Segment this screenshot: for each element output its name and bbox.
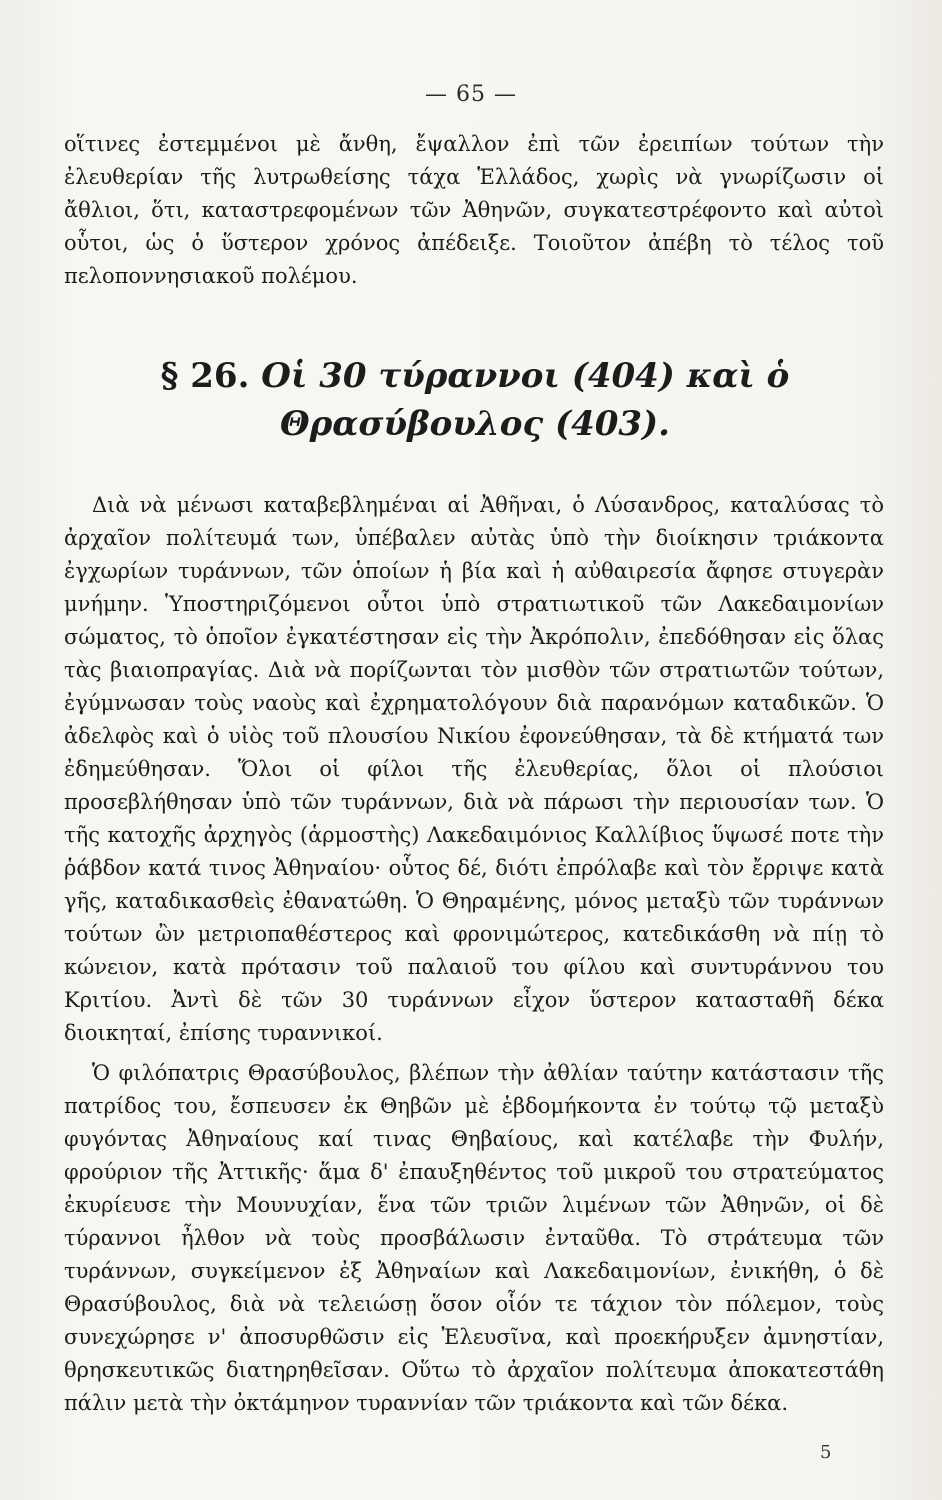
paragraph-thrasybulus: Ὁ φιλόπατρις Θρασύβουλος, βλέπων τὴν ἀθλίαν ταύτην κατάστασιν τῆς πατρίδος του, ἔσπευσεν ἐκ Θηβῶν μὲ ἑβδομήκοντα ἐν τούτῳ τῷ μεταξὺ φυγόντας Ἀθηναίους καί τινας Θηβαίους, καὶ κατέλαβε τὴν Φυλήν, φρούριον τῆς Ἀττικῆς· ἅμα δ' ἐπαυξηθέντος τοῦ μικροῦ του στρατεύματος ἐκυρίευσε τὴν Μουνυχίαν, ἕνα τῶν τριῶν λιμένων τῶν Ἀθηνῶν, οἱ δὲ τύραννοι ἦλθον νὰ τοὺς προσβάλωσιν ἐνταῦθα. Τὸ στράτευμα τῶν τυράννων, συγκείμενον ἐξ Ἀθηναίων καὶ Λακεδαιμονίων, ἐνικήθη, ὁ δὲ Θρασύβουλος, διὰ νὰ τελειώσῃ ὅσον οἷόν τε τάχιον τὸν πόλεμον, τοὺς συνεχώρησε ν' ἀποσυρθῶσιν εἰς Ἐλευσῖνα, καὶ προεκήρυξεν ἀμνηστίαν, θρησκευτικῶς διατηρηθεῖσαν. Οὕτω τὸ ἀρχαῖον πολίτευμα ἀποκατεστάθη πάλιν μετὰ τὴν ὀκτάμηνον τυραννίαν τῶν τριάκοντα καὶ τῶν δέκα. — [64, 1061, 884, 1415]
page-number: — 65 — — [425, 82, 517, 107]
signature-mark: 5 — [820, 1442, 832, 1463]
paragraph-continuation: οἵτινες ἐστεμμένοι μὲ ἄνθη, ἔψαλλον ἐπὶ τῶν ἐρειπίων τούτων τὴν ἐλευθερίαν τῆς λυτρωθείσης τάχα Ἑλλάδος, χωρὶς νὰ γνωρίζωσιν οἱ ἄθλιοι, ὅτι, καταστρεφομένων τῶν Ἀθηνῶν, συγκατεστρέφοντο καὶ αὐτοὶ οὗτοι, ὡς ὁ ὕστερον χρόνος ἀπέδειξε. Τοιοῦτον ἀπέβη τὸ τέλος τοῦ πελοποννησιακοῦ πολέμου. — [64, 132, 884, 288]
section-title: Οἱ 30 τύραννοι (404) καὶ ὁ Θρασύβουλος (403). — [261, 356, 790, 444]
section-heading — [60, 352, 890, 448]
paragraph-thirty-tyrants: Διὰ νὰ μένωσι καταβεβλημέναι αἱ Ἀθῆναι, ὁ Λύσανδρος, καταλύσας τὸ ἀρχαῖον πολίτευμά των, ὑπέβαλεν αὐτὰς ὑπὸ τὴν διοίκησιν τριάκοντα ἐγχωρίων τυράννων, τῶν ὁποίων ἡ βία καὶ ἡ αὐθαιρεσία ἄφησε στυγερὰν μνήμην. Ὑποστηριζόμενοι οὗτοι ὑπὸ στρατιωτικοῦ τῶν Λακεδαιμονίων σώματος, τὸ ὁποῖον ἐγκατέστησαν εἰς τὴν Ἀκρόπολιν, ἐπεδόθησαν εἰς ὅλας τὰς βιαιοπραγίας. Διὰ νὰ πορίζωνται τὸν μισθὸν τῶν στρατιωτῶν τούτων, ἐγύμνωσαν τοὺς ναοὺς καὶ ἐχρηματολόγουν διὰ παρανόμων καταδικῶν. Ὁ ἀδελφὸς καὶ ὁ υἱὸς τοῦ πλουσίου Νικίου ἐφονεύθησαν, τὰ δὲ κτήματά των ἐδημεύθησαν. Ὅλοι οἱ φίλοι τῆς ἐλευθερίας, ὅλοι οἱ πλούσιοι προσεβλήθησαν ὑπὸ τῶν τυράννων, διὰ νὰ πάρωσι τὴν περιουσίαν των. Ὁ τῆς κατοχῆς ἀρχηγὸς (ἁρμοστὴς) Λακεδαιμόνιος Καλλίβιος ὕψωσέ ποτε τὴν ῥάβδον κατά τινος Ἀθηναίου· οὗτος δέ, διότι ἐπρόλαβε καὶ τὸν ἔρριψε κατὰ γῆς, καταδικασθεὶς ἐθανατώθη. Ὁ Θηραμένης, μόνος μεταξὺ τῶν τυράννων τούτων ὢν μετριοπαθέστερος καὶ φρονιμώτερος, κατεδικάσθη νὰ πίῃ τὸ κώνειον, κατὰ πρότασιν τοῦ παλαιοῦ του φίλου καὶ συντυράννου του Κριτίου. Ἀντὶ δὲ τῶν 30 τυράννων εἶχον ὕστερον κατασταθῆ δέκα διοικηταί, ἐπίσης τυραννικοί. — [64, 493, 884, 1045]
section-number: § 26. — [160, 356, 250, 396]
